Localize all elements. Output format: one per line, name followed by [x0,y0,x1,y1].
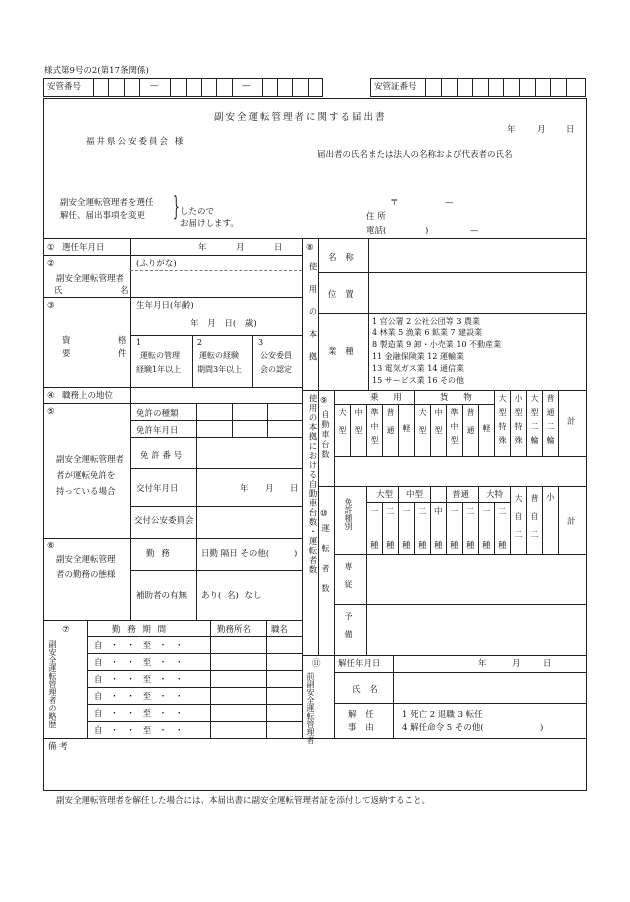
form-title: 副安全運転管理者に関する届出書 [214,112,387,123]
history-side-label: 副安全運転管理者の略歴 [48,640,57,728]
ankansho-number-label: 安管証番号 [374,82,417,92]
furigana-label: (ふりがな) [136,259,177,269]
form-number: 様式第9号の2(第17条関係) [44,66,149,76]
ankan-number-label: 安管番号 [47,82,82,92]
applicant-label: 届出者の氏名または法人の名称および代表者の氏名 [317,150,513,160]
ankan-number-row [43,78,323,97]
previous-manager-side-label: 前副安全運転管理者 [306,672,315,744]
vehicle-driver-side-label: 使用の本拠における自動車台数・運転者数 [307,394,317,575]
biko-label: 備 考 [48,742,68,752]
addressee: 福井県公安委員会 様 [86,137,186,147]
footer-note: 副安全運転管理者を解任した場合には、本届出書に副安全運転管理者証を添付して返納すること。 [56,796,431,806]
senin-date-label: 選任年月日 [62,243,105,253]
